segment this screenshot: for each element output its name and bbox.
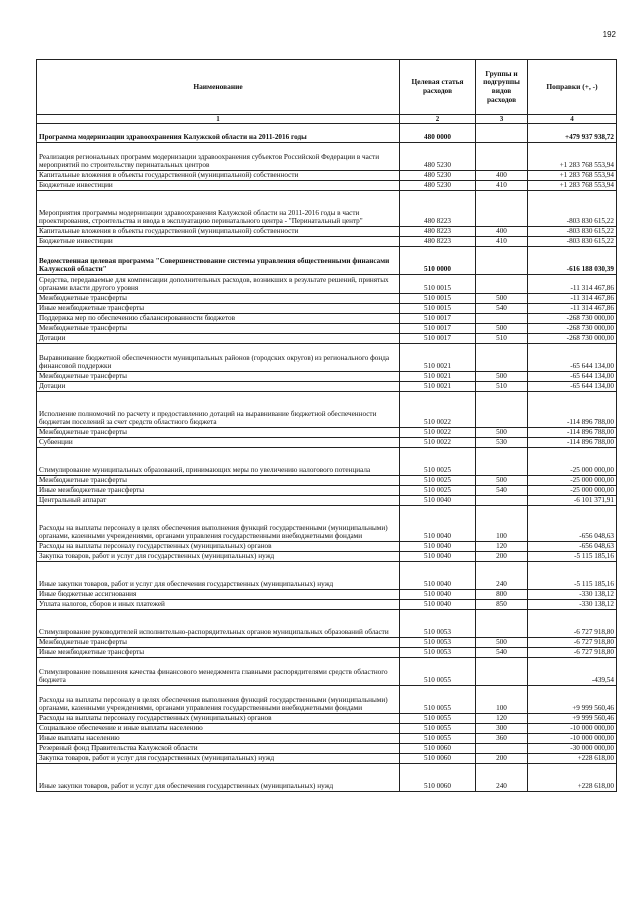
table-row (37, 486, 617, 496)
row-expense-group: 200 (476, 552, 528, 562)
row-name: Капитальные вложения в объекты государственной (муниципальной) собственности (37, 227, 400, 237)
row-target-code: 510 0040 (400, 590, 476, 600)
row-name: Иные межбюджетные трансферты (37, 304, 400, 314)
row-expense-group: 120 (476, 714, 528, 724)
row-amount: -65 644 134,00 (528, 344, 617, 372)
row-expense-group: 120 (476, 542, 528, 552)
row-amount: -268 730 000,00 (528, 314, 617, 324)
row-name: Центральный аппарат (37, 496, 400, 506)
row-target-code: 480 5230 (400, 171, 476, 181)
row-amount: -268 730 000,00 (528, 334, 617, 344)
row-expense-group (476, 275, 528, 294)
row-expense-group: 500 (476, 428, 528, 438)
row-amount: -6 727 918,80 (528, 610, 617, 638)
row-target-code: 510 0060 (400, 754, 476, 764)
row-name: Стимулирование руководителей исполнительно-распорядительных органов муниципальных образований области (37, 610, 400, 638)
row-amount: -114 896 788,00 (528, 428, 617, 438)
header-amendments: Поправки (+, -) (528, 60, 617, 115)
row-expense-group: 410 (476, 237, 528, 247)
row-name: Поддержка мер по обеспечению сбалансированности бюджетов (37, 314, 400, 324)
table-row (37, 324, 617, 334)
row-amount: -439,54 (528, 658, 617, 686)
table-row (37, 438, 617, 448)
row-name: Стимулирование повышения качества финансового менеджмента главными распорядителями средств областного бюджета (37, 658, 400, 686)
row-amount: -803 830 615,22 (528, 237, 617, 247)
row-name: Закупка товаров, работ и услуг для государственных (муниципальных) нужд (37, 552, 400, 562)
row-expense-group: 360 (476, 734, 528, 744)
row-name: Закупка товаров, работ и услуг для государственных (муниципальных) нужд (37, 754, 400, 764)
row-expense-group: 410 (476, 181, 528, 191)
row-target-code: 510 0053 (400, 638, 476, 648)
row-target-code: 510 0021 (400, 344, 476, 372)
row-amount: -330 138,12 (528, 600, 617, 610)
row-expense-group: 300 (476, 724, 528, 734)
table-row (37, 275, 617, 294)
row-target-code: 510 0000 (400, 247, 476, 275)
table-row (37, 428, 617, 438)
row-amount: -6 727 918,80 (528, 648, 617, 658)
row-name: Иные межбюджетные трансферты (37, 648, 400, 658)
row-expense-group (476, 448, 528, 476)
table-row (37, 191, 617, 227)
row-target-code: 510 0022 (400, 428, 476, 438)
table-row (37, 314, 617, 324)
row-target-code: 510 0025 (400, 448, 476, 476)
table-row (37, 744, 617, 754)
row-amount: -65 644 134,00 (528, 382, 617, 392)
row-expense-group (476, 191, 528, 227)
row-target-code: 510 0022 (400, 438, 476, 448)
row-name: Межбюджетные трансферты (37, 294, 400, 304)
table-column-numbers-row (37, 115, 617, 124)
row-expense-group (476, 344, 528, 372)
table-row (37, 334, 617, 344)
row-name: Межбюджетные трансферты (37, 324, 400, 334)
row-target-code: 510 0025 (400, 486, 476, 496)
table-row (37, 496, 617, 506)
row-expense-group: 500 (476, 372, 528, 382)
table-row (37, 658, 617, 686)
column-number: 1 (37, 115, 400, 124)
row-target-code: 480 5230 (400, 181, 476, 191)
row-target-code: 510 0060 (400, 764, 476, 792)
row-amount: +9 999 560,46 (528, 686, 617, 714)
table-row (37, 227, 617, 237)
row-amount: -330 138,12 (528, 590, 617, 600)
row-name: Расходы на выплаты персоналу в целях обеспечения выполнения функций государственными (муниципальными) органами, казенными учреждениями, органами управления государственными внебюджетными фондами (37, 506, 400, 542)
row-amount: +1 283 768 553,94 (528, 143, 617, 171)
row-name: Иные выплаты населению (37, 734, 400, 744)
row-expense-group: 850 (476, 600, 528, 610)
row-target-code: 510 0053 (400, 610, 476, 638)
row-amount: -114 896 788,00 (528, 392, 617, 428)
row-expense-group: 540 (476, 304, 528, 314)
row-expense-group: 510 (476, 334, 528, 344)
row-name: Расходы на выплаты персоналу государственных (муниципальных) органов (37, 542, 400, 552)
row-amount: -656 048,63 (528, 506, 617, 542)
row-amount: -5 115 185,16 (528, 552, 617, 562)
row-name: Межбюджетные трансферты (37, 428, 400, 438)
row-amount: -656 048,63 (528, 542, 617, 552)
table-row (37, 552, 617, 562)
row-expense-group: 800 (476, 590, 528, 600)
row-target-code: 480 5230 (400, 143, 476, 171)
row-expense-group: 240 (476, 764, 528, 792)
row-amount: -11 314 467,86 (528, 294, 617, 304)
row-expense-group (476, 744, 528, 754)
row-name: Субвенции (37, 438, 400, 448)
table-row (37, 724, 617, 734)
column-number: 2 (400, 115, 476, 124)
row-target-code: 510 0015 (400, 275, 476, 294)
table-row (37, 344, 617, 372)
row-name: Иные бюджетные ассигнования (37, 590, 400, 600)
budget-amendments-table (36, 59, 617, 792)
table-row (37, 600, 617, 610)
row-amount: -803 830 615,22 (528, 227, 617, 237)
row-name: Социальное обеспечение и иные выплаты населению (37, 724, 400, 734)
row-expense-group: 500 (476, 638, 528, 648)
table-row (37, 610, 617, 638)
row-expense-group (476, 247, 528, 275)
row-amount: -11 314 467,86 (528, 275, 617, 294)
row-target-code: 510 0017 (400, 334, 476, 344)
row-target-code: 510 0015 (400, 294, 476, 304)
row-name: Дотации (37, 334, 400, 344)
row-target-code: 510 0021 (400, 372, 476, 382)
row-amount: -30 000 000,00 (528, 744, 617, 754)
row-name: Дотации (37, 382, 400, 392)
table-row (37, 372, 617, 382)
row-name: Выравнивание бюджетной обеспеченности муниципальных районов (городских округов) из регионального фонда финансовой поддержки (37, 344, 400, 372)
table-row (37, 714, 617, 724)
table-row (37, 247, 617, 275)
table-body (37, 124, 617, 792)
row-amount: -616 188 030,39 (528, 247, 617, 275)
table-row (37, 392, 617, 428)
row-target-code: 510 0040 (400, 600, 476, 610)
row-target-code: 510 0025 (400, 476, 476, 486)
row-expense-group (476, 143, 528, 171)
row-name: Исполнение полномочий по расчету и предоставлению дотаций на выравнивание бюджетной обеспеченности бюджетам поселений за счет средств областного бюджета (37, 392, 400, 428)
table-row (37, 562, 617, 590)
row-target-code: 510 0055 (400, 724, 476, 734)
row-amount: -25 000 000,00 (528, 476, 617, 486)
row-amount: +228 618,00 (528, 764, 617, 792)
row-expense-group: 100 (476, 506, 528, 542)
row-name: Средства, передаваемые для компенсации дополнительных расходов, возникших в результате решений, принятых органами власти другого уровня (37, 275, 400, 294)
row-expense-group: 400 (476, 171, 528, 181)
column-number: 4 (528, 115, 617, 124)
table-row (37, 294, 617, 304)
row-amount: -65 644 134,00 (528, 372, 617, 382)
row-name: Бюджетные инвестиции (37, 181, 400, 191)
row-target-code: 510 0017 (400, 314, 476, 324)
row-target-code: 510 0021 (400, 382, 476, 392)
table-row (37, 171, 617, 181)
row-expense-group (476, 610, 528, 638)
row-expense-group: 540 (476, 648, 528, 658)
row-target-code: 510 0055 (400, 686, 476, 714)
table-row (37, 237, 617, 247)
row-target-code: 480 8223 (400, 237, 476, 247)
header-target-code: Целевая статья расходов (400, 60, 476, 115)
row-target-code: 510 0040 (400, 562, 476, 590)
row-target-code: 510 0055 (400, 658, 476, 686)
row-expense-group: 500 (476, 294, 528, 304)
table-row (37, 734, 617, 744)
row-target-code: 510 0060 (400, 744, 476, 754)
row-name: Межбюджетные трансферты (37, 476, 400, 486)
row-name: Расходы на выплаты персоналу в целях обеспечения выполнения функций государственными (муниципальными) органами, казенными учреждениями, органами управления государственными внебюджетными фондами (37, 686, 400, 714)
row-target-code: 510 0055 (400, 714, 476, 724)
row-amount: -114 896 788,00 (528, 438, 617, 448)
row-target-code: 480 0000 (400, 124, 476, 143)
row-target-code: 510 0040 (400, 542, 476, 552)
row-name: Ведомственная целевая программа "Совершенствование системы управления общественными финансами Калужской области" (37, 247, 400, 275)
row-amount: +228 618,00 (528, 754, 617, 764)
page-number: 192 (602, 30, 616, 39)
table-row (37, 648, 617, 658)
table-row (37, 754, 617, 764)
row-amount: +1 283 768 553,94 (528, 171, 617, 181)
table-row (37, 382, 617, 392)
row-target-code: 510 0040 (400, 496, 476, 506)
row-expense-group: 200 (476, 754, 528, 764)
table-row (37, 124, 617, 143)
table-row (37, 143, 617, 171)
table-row (37, 476, 617, 486)
row-target-code: 480 8223 (400, 227, 476, 237)
row-name: Расходы на выплаты персоналу государственных (муниципальных) органов (37, 714, 400, 724)
row-name: Бюджетные инвестиции (37, 237, 400, 247)
row-name: Стимулирование муниципальных образований, принимающих меры по увеличению налогового потенциала (37, 448, 400, 476)
table-row (37, 764, 617, 792)
row-target-code: 480 8223 (400, 191, 476, 227)
row-expense-group (476, 392, 528, 428)
table-row (37, 448, 617, 476)
row-expense-group: 540 (476, 486, 528, 496)
row-name: Программа модернизации здравоохранения Калужской области на 2011-2016 годы (37, 124, 400, 143)
row-target-code: 510 0040 (400, 552, 476, 562)
row-amount: -5 115 185,16 (528, 562, 617, 590)
row-target-code: 510 0055 (400, 734, 476, 744)
row-amount: -10 000 000,00 (528, 734, 617, 744)
row-expense-group: 510 (476, 382, 528, 392)
row-amount: +1 283 768 553,94 (528, 181, 617, 191)
row-amount: -11 314 467,86 (528, 304, 617, 314)
row-name: Реализация региональных программ модернизации здравоохранения субъектов Российской Федерации в части мероприятий по строительству перинатальных центров (37, 143, 400, 171)
row-name: Уплата налогов, сборов и иных платежей (37, 600, 400, 610)
table-row (37, 638, 617, 648)
row-name: Межбюджетные трансферты (37, 372, 400, 382)
row-name: Иные закупки товаров, работ и услуг для обеспечения государственных (муниципальных) нужд (37, 764, 400, 792)
row-expense-group: 240 (476, 562, 528, 590)
row-expense-group: 500 (476, 324, 528, 334)
row-expense-group (476, 124, 528, 143)
header-name: Наименование (37, 60, 400, 115)
row-amount: -268 730 000,00 (528, 324, 617, 334)
row-target-code: 510 0053 (400, 648, 476, 658)
row-expense-group (476, 314, 528, 324)
row-amount: -10 000 000,00 (528, 724, 617, 734)
row-name: Иные межбюджетные трансферты (37, 486, 400, 496)
row-target-code: 510 0015 (400, 304, 476, 314)
row-target-code: 510 0017 (400, 324, 476, 334)
row-expense-group: 500 (476, 476, 528, 486)
header-expense-group: Группы и подгруппы видов расходов (476, 60, 528, 115)
row-amount: -6 727 918,80 (528, 638, 617, 648)
table-header-row (37, 60, 617, 115)
row-name: Иные закупки товаров, работ и услуг для обеспечения государственных (муниципальных) нужд (37, 562, 400, 590)
row-expense-group: 530 (476, 438, 528, 448)
row-amount: +9 999 560,46 (528, 714, 617, 724)
table-row (37, 181, 617, 191)
row-amount: -803 830 615,22 (528, 191, 617, 227)
row-amount: -25 000 000,00 (528, 448, 617, 476)
row-name: Капитальные вложения в объекты государственной (муниципальной) собственности (37, 171, 400, 181)
table-row (37, 506, 617, 542)
column-number: 3 (476, 115, 528, 124)
row-target-code: 510 0022 (400, 392, 476, 428)
row-expense-group (476, 658, 528, 686)
row-amount: -6 101 371,91 (528, 496, 617, 506)
row-expense-group (476, 496, 528, 506)
row-name: Мероприятия программы модернизации здравоохранения Калужской области на 2011-2016 годы в части проектирования, строительства и ввода в эксплуатацию перинатального центра - "Перинатальный центр" (37, 191, 400, 227)
row-target-code: 510 0040 (400, 506, 476, 542)
table-row (37, 304, 617, 314)
row-name: Резервный фонд Правительства Калужской области (37, 744, 400, 754)
table-row (37, 590, 617, 600)
row-name: Межбюджетные трансферты (37, 638, 400, 648)
table-row (37, 542, 617, 552)
table-row (37, 686, 617, 714)
row-expense-group: 400 (476, 227, 528, 237)
row-amount: +479 937 938,72 (528, 124, 617, 143)
row-amount: -25 000 000,00 (528, 486, 617, 496)
row-expense-group: 100 (476, 686, 528, 714)
